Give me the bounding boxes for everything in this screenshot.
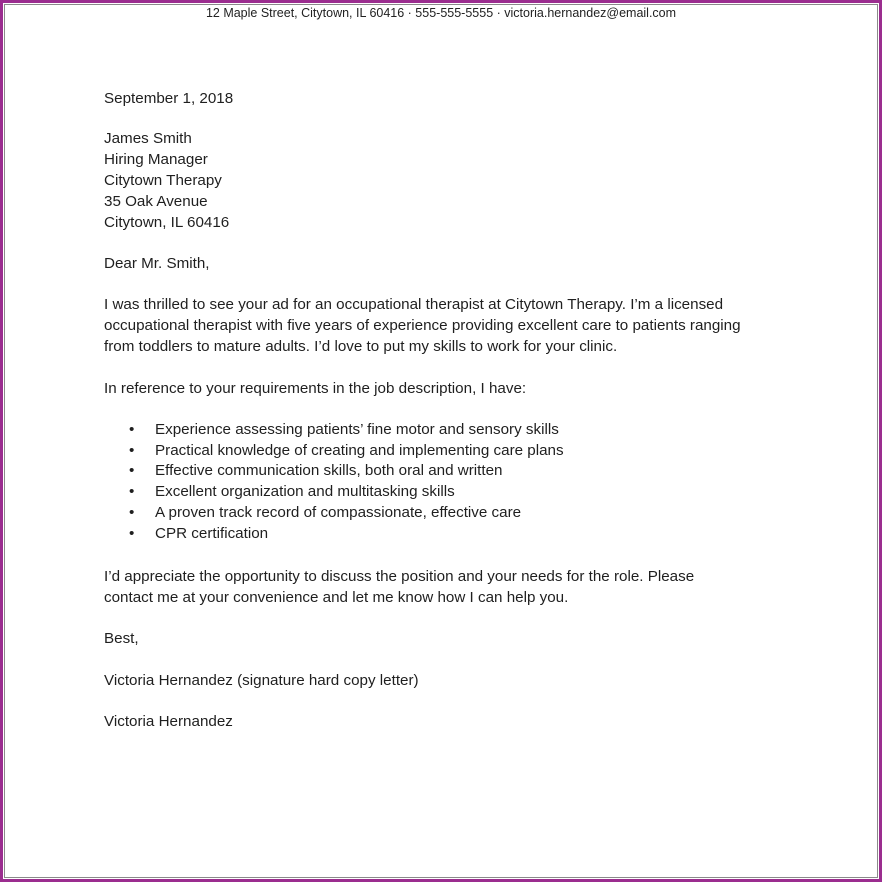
recipient-city: Citytown, IL 60416 (104, 214, 230, 231)
list-item (104, 482, 564, 503)
bullet-icon: • (129, 421, 135, 438)
list-item-text: Effective communication skills, both oral and written (155, 462, 503, 480)
bullet-icon: • (129, 524, 135, 542)
list-item-text: Excellent organization and multitasking skills (155, 483, 455, 501)
list-item-text: Experience assessing patients’ fine motor and sensory skills (155, 421, 559, 438)
closing-paragraph (104, 566, 694, 608)
signature: Victoria Hernandez (signature hard copy letter) (104, 672, 419, 689)
bullet-icon: • (129, 462, 135, 480)
paragraph-line: from toddlers to mature adults. I’d love to put my skills to work for your clinic. (104, 338, 618, 355)
requirements-intro: In reference to your requirements in the job description, I have: (104, 380, 527, 397)
recipient-company: Citytown Therapy (104, 172, 222, 189)
contact-header: 12 Maple Street, Citytown, IL 60416 · 555-555-5555 · victoria.hernandez@email.com (205, 6, 677, 20)
list-item-text: CPR certification (155, 524, 269, 542)
list-item (104, 420, 564, 441)
recipient-address (104, 128, 229, 233)
list-item (104, 461, 564, 482)
list-item-text: A proven track record of compassionate, effective care (155, 503, 522, 521)
bullet-icon: • (129, 483, 135, 501)
paragraph-line: I’d appreciate the opportunity to discuss the position and your needs for the role. Please (104, 568, 695, 585)
recipient-name: James Smith (104, 130, 192, 147)
letter-date: September 1, 2018 (104, 90, 234, 107)
intro-paragraph (104, 294, 741, 357)
bullet-icon: • (129, 441, 135, 459)
list-item (104, 524, 564, 545)
bullet-icon: • (129, 503, 135, 521)
paragraph-line: I was thrilled to see your ad for an occupational therapist at Citytown Therapy. I’m a licensed (104, 296, 724, 313)
list-item-text: Practical knowledge of creating and implementing care plans (155, 441, 564, 459)
paragraph-line: occupational therapist with five years of experience providing excellent care to patients ranging (104, 317, 741, 334)
recipient-street: 35 Oak Avenue (104, 193, 208, 210)
list-item (104, 441, 564, 462)
recipient-title: Hiring Manager (104, 151, 208, 168)
closing: Best, (104, 630, 139, 647)
typed-name: Victoria Hernandez (104, 713, 233, 730)
qualifications-list (104, 420, 564, 544)
paragraph-line: contact me at your convenience and let me know how I can help you. (104, 589, 569, 606)
list-item (104, 503, 564, 524)
salutation: Dear Mr. Smith, (104, 255, 210, 272)
